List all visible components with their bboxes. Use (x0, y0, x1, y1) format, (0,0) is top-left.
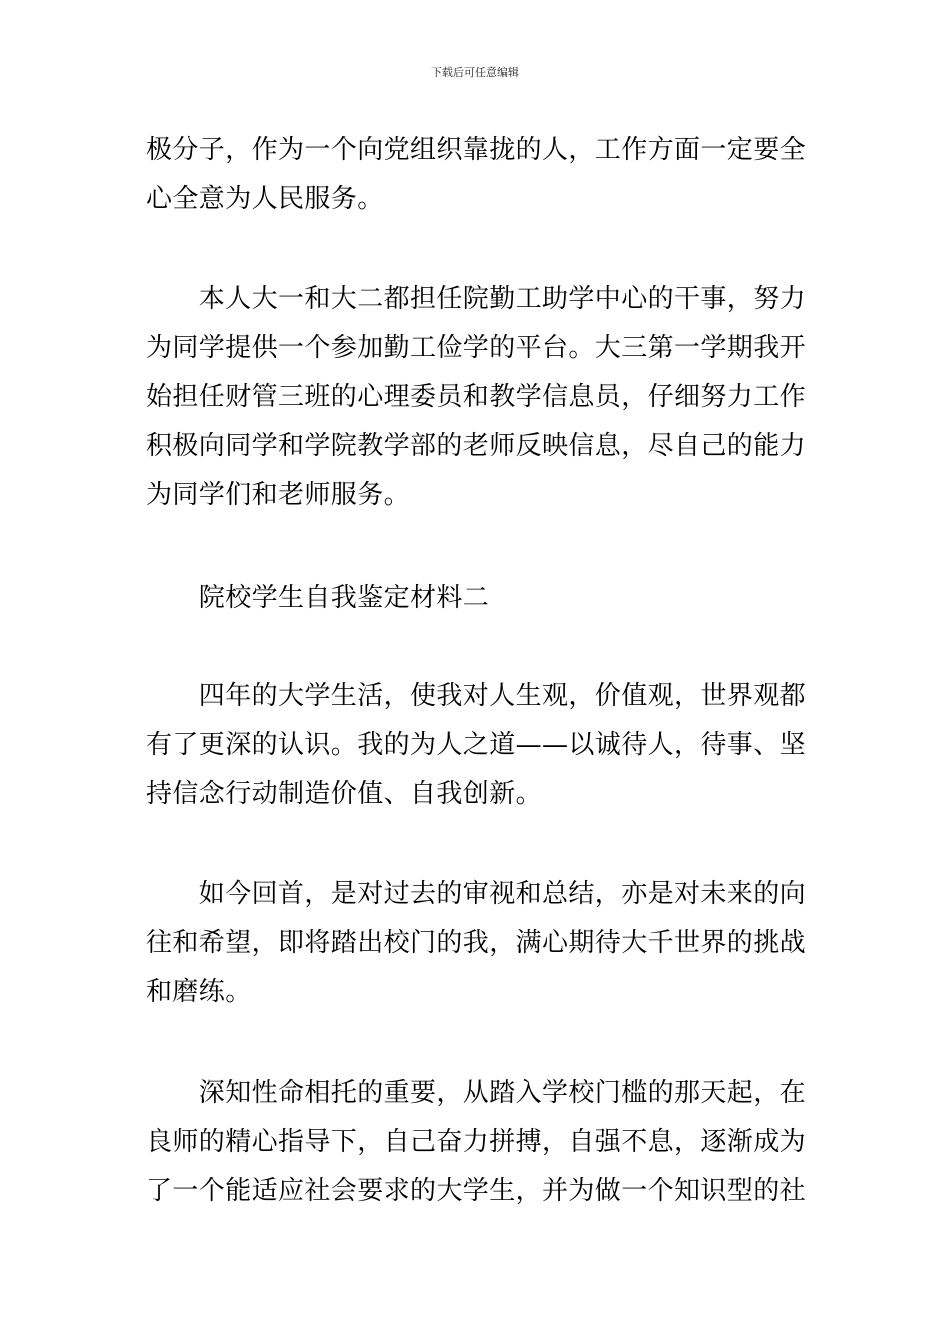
paragraph-4-line-2: 有了更深的认识。我的为人之道——以诚待人，待事、坚 (146, 730, 807, 760)
paragraph-4-line-1: 四年的大学生活，使我对人生观，价值观，世界观都 (146, 681, 807, 711)
paragraph-5-line-1: 如今回首，是对过去的审视和总结，亦是对未来的向 (146, 879, 807, 909)
paragraph-6-line-2: 良师的精心指导下，自己奋力拼搏，自强不息，逐渐成为 (146, 1127, 807, 1157)
paragraph-2-line-2: 为同学提供一个参加勤工俭学的平台。大三第一学期我开 (146, 333, 807, 363)
paragraph-4-line-3: 持信念行动制造价值、自我创新。 (146, 779, 543, 809)
paragraph-1-line-1: 极分子，作为一个向党组织靠拢的人，工作方面一定要全 (146, 135, 807, 165)
paragraph-2-line-1: 本人大一和大二都担任院勤工助学中心的干事，努力 (146, 284, 807, 314)
paragraph-5-line-2: 往和希望，即将踏出校门的我，满心期待大千世界的挑战 (146, 928, 807, 958)
section-heading: 院校学生自我鉴定材料二 (146, 583, 490, 613)
paragraph-6-line-3: 了一个能适应社会要求的大学生，并为做一个知识型的社 (146, 1176, 807, 1206)
paragraph-2-line-3: 始担任财管三班的心理委员和教学信息员，仔细努力工作 (146, 382, 807, 412)
paragraph-5-line-3: 和磨练。 (146, 977, 252, 1007)
paragraph-2-line-4: 积极向同学和学院教学部的老师反映信息，尽自己的能力 (146, 431, 807, 461)
paragraph-2-line-5: 为同学们和老师服务。 (146, 480, 411, 510)
page-header: 下载后可任意编辑 (431, 66, 519, 79)
paragraph-1-line-2: 心全意为人民服务。 (146, 184, 384, 214)
paragraph-6-line-1: 深知性命相托的重要，从踏入学校门槛的那天起，在 (146, 1078, 807, 1108)
